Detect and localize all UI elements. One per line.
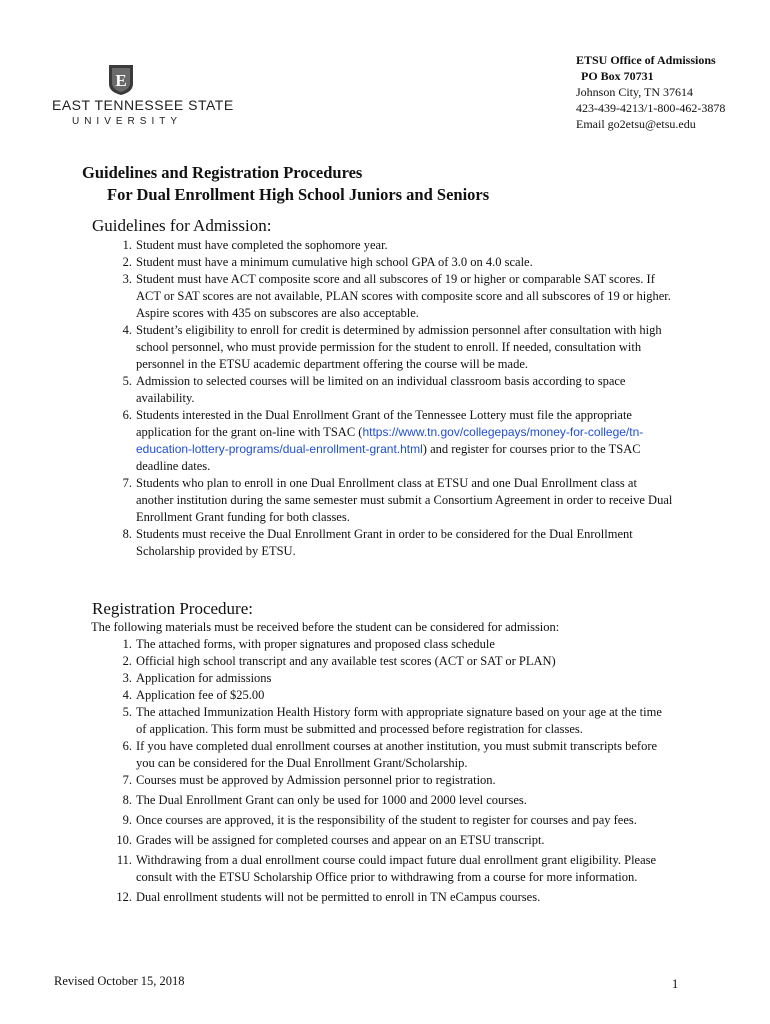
registration-intro: The following materials must be received before the student can be considered for admission:: [91, 620, 560, 634]
item-text: Students must receive the Dual Enrollment Grant in order to be considered for the Dual Enrollment Scholarship provided by ETSU.: [136, 527, 633, 558]
registration-item: [112, 670, 672, 687]
item-number: 2.: [122, 255, 132, 269]
item-text: Student must have a minimum cumulative high school GPA of 3.0 on 4.0 scale.: [136, 255, 533, 269]
shield-icon: [107, 64, 135, 96]
item-number: 11.: [116, 853, 132, 867]
item-text: Admission to selected courses will be limited on an individual classroom basis according to space availability.: [136, 374, 626, 405]
registration-list: [112, 636, 672, 906]
revision-date: Revised October 15, 2018: [54, 974, 185, 988]
page-number: 1: [672, 977, 679, 991]
logo-name-line1: EAST TENNESSEE STATE: [52, 97, 234, 113]
item-text: Once courses are approved, it is the responsibility of the student to register for courses and pay fees.: [136, 813, 637, 827]
item-number: 4.: [122, 688, 132, 702]
registration-item: [112, 687, 672, 704]
guideline-item: [112, 322, 677, 373]
registration-item: [112, 653, 672, 670]
item-number: 3.: [122, 671, 132, 685]
item-number: 10.: [116, 833, 132, 847]
email-address: Email go2etsu@etsu.edu: [576, 117, 696, 131]
registration-item: [112, 792, 672, 809]
guidelines-heading: Guidelines for Admission:: [92, 216, 272, 235]
item-number: 5.: [122, 374, 132, 388]
item-number: 5.: [122, 705, 132, 719]
item-number: 7.: [122, 773, 132, 787]
po-box: PO Box 70731: [581, 69, 654, 83]
item-number: 12.: [116, 890, 132, 904]
logo-name-line2: UNIVERSITY: [71, 116, 182, 127]
item-text: Grades will be assigned for completed courses and appear on an ETSU transcript.: [136, 833, 545, 847]
registration-item: [112, 889, 672, 906]
document-title: Guidelines and Registration Procedures: [82, 163, 363, 182]
registration-item: [112, 772, 672, 789]
university-logo: [52, 64, 234, 136]
item-text: Dual enrollment students will not be permitted to enroll in TN eCampus courses.: [136, 890, 541, 904]
guideline-item: [112, 407, 677, 475]
item-text: Courses must be approved by Admission personnel prior to registration.: [136, 773, 496, 787]
item-number: 8.: [122, 527, 132, 541]
item-number: 2.: [122, 654, 132, 668]
registration-item: [112, 738, 672, 772]
registration-item: [112, 852, 672, 886]
item-text: [136, 407, 677, 475]
item-text: Student must have ACT composite score and all subscores of 19 or higher or comparable SAT scores. If ACT or SAT scores are not available, PLAN scores with composite score and all subscores of 19 or higher. Aspire scores with 435 on subscores are also acceptable.: [136, 272, 671, 320]
office-name: ETSU Office of Admissions: [576, 53, 716, 67]
item-text: Application fee of $25.00: [136, 688, 265, 702]
guideline-item: [112, 254, 677, 271]
item-text: The attached Immunization Health History form with appropriate signature based on your age at the time of application. This form must be submitted and processed before registration for classes.: [136, 705, 662, 736]
item-text: Students who plan to enroll in one Dual Enrollment class at ETSU and one Dual Enrollment class at another institution during the same semester must submit a Consortium Agreement in order to receive Dual Enrollment Grant funding for both classes.: [136, 476, 673, 524]
item-number: 8.: [122, 793, 132, 807]
item-number: 6.: [122, 408, 132, 422]
guidelines-list: [112, 237, 677, 560]
item-text: Application for admissions: [136, 671, 272, 685]
item-number: 9.: [122, 813, 132, 827]
tsac-dual-enrollment-link[interactable]: https://www.tn.gov/collegepays/money-for-college/tn-education-lottery-programs/dual-enrollment-grant.html: [136, 425, 644, 456]
shield-letter: E: [115, 71, 127, 90]
registration-heading: Registration Procedure:: [92, 599, 253, 618]
phone-numbers: 423-439-4213/1-800-462-3878: [576, 101, 726, 115]
registration-item: [112, 636, 672, 653]
office-address-block: [576, 52, 725, 132]
guideline-item: [112, 526, 677, 560]
guideline-item: [112, 271, 677, 322]
registration-item: [112, 704, 672, 738]
item-text-after-link: ) and register for courses prior to the TSAC deadline dates.: [136, 442, 641, 473]
item-text: If you have completed dual enrollment courses at another institution, you must submit transcripts before you can be considered for the Dual Enrollment Grant/Scholarship.: [136, 739, 658, 770]
item-text: Withdrawing from a dual enrollment course could impact future dual enrollment grant eligibility. Please consult with the ETSU Scholarship Office prior to withdrawing from a course for more information.: [136, 853, 657, 884]
guideline-item: [112, 475, 677, 526]
item-text: The attached forms, with proper signatures and proposed class schedule: [136, 637, 495, 651]
guideline-item: [112, 373, 677, 407]
item-number: 1.: [122, 637, 132, 651]
document-subtitle: For Dual Enrollment High School Juniors and Seniors: [107, 185, 490, 204]
item-number: 3.: [122, 272, 132, 286]
item-number: 4.: [122, 323, 132, 337]
item-number: 6.: [122, 739, 132, 753]
registration-item: [112, 812, 672, 829]
city-state-zip: Johnson City, TN 37614: [576, 85, 694, 99]
guideline-item: [112, 237, 677, 254]
item-text: Student’s eligibility to enroll for credit is determined by admission personnel after consultation with high school personnel, who must provide permission for the student to enroll. If needed, consultation with personnel in the ETSU academic department offering the course will be made.: [136, 323, 662, 371]
item-number: 1.: [122, 238, 132, 252]
registration-item: [112, 832, 672, 849]
item-text: Student must have completed the sophomore year.: [136, 238, 388, 252]
item-text-before-link: Students interested in the Dual Enrollment Grant of the Tennessee Lottery must file the appropriate application for the grant on-line with TSAC (: [136, 408, 632, 439]
item-text: Official high school transcript and any available test scores (ACT or SAT or PLAN): [136, 654, 556, 668]
item-text: The Dual Enrollment Grant can only be used for 1000 and 2000 level courses.: [136, 793, 527, 807]
item-number: 7.: [122, 476, 132, 490]
